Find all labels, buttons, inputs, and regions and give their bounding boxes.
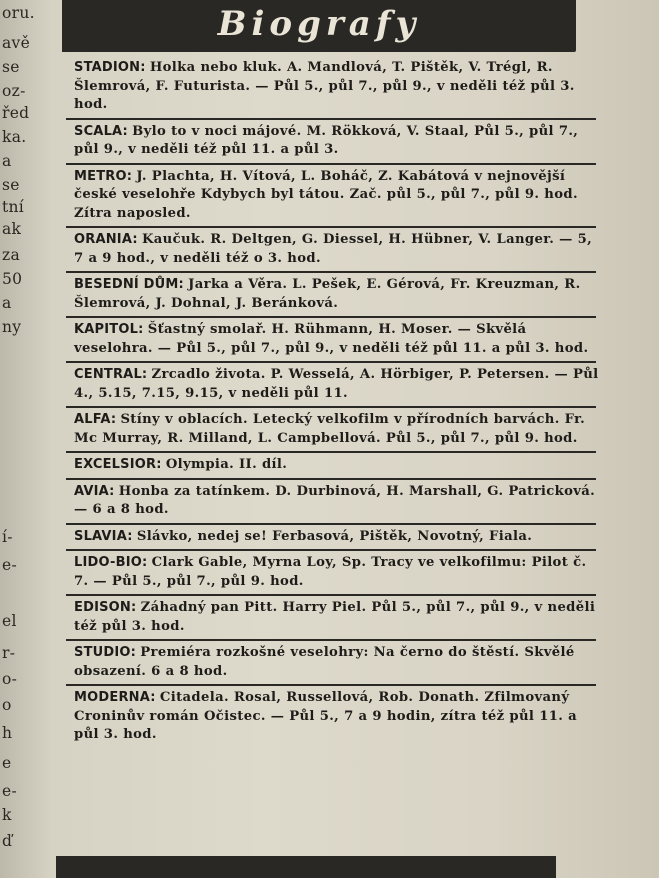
cinema-name: ORANIA: bbox=[74, 232, 138, 247]
cinema-name: LIDO-BIO: bbox=[74, 555, 148, 570]
adjacent-column-fragment: e bbox=[2, 754, 12, 772]
cinema-name: SLAVIA: bbox=[74, 528, 133, 544]
next-section-header-bar bbox=[56, 856, 556, 878]
adjacent-column-fragment: a bbox=[2, 152, 12, 170]
adjacent-column-fragment: oru. bbox=[2, 4, 35, 22]
cinema-name: ALFA: bbox=[74, 412, 117, 427]
adjacent-column-fragment: í- bbox=[2, 528, 13, 546]
listing-text: Holka nebo kluk. A. Mandlová, T. Pištěk, V. Trégl, R. Šlemrová, F. Futurista. — Půl 5., půl 7., půl 9., v neděli též půl 3. hod. bbox=[74, 60, 575, 112]
adjacent-column-fragment: za bbox=[2, 246, 21, 264]
divider bbox=[66, 594, 596, 596]
listing-alfa bbox=[66, 411, 600, 448]
cinema-name: BESEDNÍ DŮM: bbox=[74, 277, 184, 292]
listing-text: Slávko, nedej se! Ferbasová, Pištěk, Novotný, Fiala. bbox=[136, 528, 533, 544]
adjacent-column-fragment: tní bbox=[2, 198, 25, 216]
listing-text: Premiéra rozkošné veselohry: Na černo do štěstí. Skvělé obsazení. 6 a 8 hod. bbox=[74, 645, 575, 679]
listing-moderna bbox=[66, 689, 600, 745]
cinema-name: CENTRAL: bbox=[74, 367, 148, 382]
listing-central bbox=[66, 366, 600, 403]
listing-text: Kaučuk. R. Deltgen, G. Diessel, H. Hübner, V. Langer. — 5, 7 a 9 hod., v neděli též o 3. hod. bbox=[74, 232, 593, 266]
cinema-name: STADION: bbox=[74, 60, 146, 75]
adjacent-column-fragment: řed bbox=[2, 104, 30, 122]
listing-text: Stíny v oblacích. Letecký velkofilm v přírodních barvách. Fr. Mc Murray, R. Milland, L. Campbellová. Půl 5., půl 7., půl 9. hod. bbox=[74, 412, 586, 446]
adjacent-column-fragment: el bbox=[2, 612, 17, 630]
cinema-listings bbox=[66, 54, 600, 745]
cinema-name: EXCELSIOR: bbox=[74, 457, 162, 472]
adjacent-column-fragment: a bbox=[2, 294, 12, 312]
adjacent-column-fragment: e- bbox=[2, 556, 18, 574]
listing-text: Šťastný smolař. H. Rühmann, H. Moser. — Skvělá veselohra. — Půl 5., půl 7., půl 9., v neděli též půl 11. a půl 3. hod. bbox=[74, 322, 589, 356]
listing-metro bbox=[66, 168, 600, 224]
section-header bbox=[62, 0, 576, 52]
divider bbox=[66, 639, 596, 641]
adjacent-column-fragment: ak bbox=[2, 220, 22, 238]
adjacent-column-fragment: h bbox=[2, 724, 13, 742]
adjacent-column-fragment: e- bbox=[2, 782, 18, 800]
listing-avia bbox=[66, 483, 600, 520]
adjacent-column-fragment: avě bbox=[2, 34, 31, 52]
listing-scala bbox=[66, 123, 600, 160]
adjacent-column-fragment: k bbox=[2, 806, 12, 824]
listing-studio bbox=[66, 644, 600, 681]
divider bbox=[66, 523, 596, 525]
adjacent-column-fragment: ď bbox=[2, 832, 13, 850]
listing-kapitol bbox=[66, 321, 600, 358]
adjacent-column-fragment: se bbox=[2, 176, 20, 194]
adjacent-column-fragment: ny bbox=[2, 318, 22, 336]
divider bbox=[66, 478, 596, 480]
listing-text: Jarka a Věra. L. Pešek, E. Gérová, Fr. Kreuzman, R. Šlemrová, J. Dohnal, J. Beránková. bbox=[74, 277, 581, 311]
divider bbox=[66, 316, 596, 318]
listing-besedni-dum bbox=[66, 276, 600, 313]
section-title: Biografy bbox=[217, 4, 421, 44]
listing-text: Bylo to v noci májové. M. Rökková, V. Staal, Půl 5., půl 7., půl 9., v neděli též půl 11. a půl 3. bbox=[74, 123, 579, 157]
cinema-name: STUDIO: bbox=[74, 645, 137, 660]
cinema-name: MODERNA: bbox=[74, 690, 156, 705]
listing-text: Honba za tatínkem. D. Durbinová, H. Marshall, G. Patricková. — 6 a 8 hod. bbox=[74, 483, 596, 517]
listing-orania bbox=[66, 231, 600, 268]
cinema-name: AVIA: bbox=[74, 483, 115, 499]
divider bbox=[66, 406, 596, 408]
listing-text: Citadela. Rosal, Russellová, Rob. Donath. Zfilmovaný Croninův román Očistec. — Půl 5., 7 a 9 hodin, zítra též půl 11. a půl 3. hod. bbox=[74, 690, 578, 742]
listing-lido-bio bbox=[66, 554, 600, 591]
listing-excelsior bbox=[66, 456, 600, 475]
listing-slavia bbox=[66, 528, 600, 547]
adjacent-column-fragment: se bbox=[2, 58, 20, 76]
adjacent-column-fragment: oz- bbox=[2, 82, 26, 100]
divider bbox=[66, 226, 596, 228]
divider bbox=[66, 118, 596, 120]
divider bbox=[66, 163, 596, 165]
cinema-name: KAPITOL: bbox=[74, 322, 144, 337]
listing-text: Olympia. II. díl. bbox=[165, 457, 288, 472]
adjacent-column-fragment: 50 bbox=[2, 270, 23, 288]
divider bbox=[66, 684, 596, 686]
adjacent-column-fragment: r- bbox=[2, 644, 16, 662]
adjacent-column-fragment: ka. bbox=[2, 128, 27, 146]
cinema-name: METRO: bbox=[74, 168, 133, 184]
adjacent-column-fragments bbox=[0, 0, 50, 878]
listing-text: Clark Gable, Myrna Loy, Sp. Tracy ve velkofilmu: Pilot č. 7. — Půl 5., půl 7., půl 9. hod. bbox=[74, 555, 587, 589]
divider bbox=[66, 361, 596, 363]
divider bbox=[66, 549, 596, 551]
adjacent-column-fragment: o bbox=[2, 696, 12, 714]
listing-text: Zrcadlo života. P. Wesselá, A. Hörbiger, P. Petersen. — Půl 4., 5.15, 7.15, 9.15, v neděli půl 11. bbox=[74, 367, 599, 401]
divider bbox=[66, 271, 596, 273]
cinema-name: SCALA: bbox=[74, 123, 128, 139]
listing-edison bbox=[66, 599, 600, 636]
cinema-name: EDISON: bbox=[74, 600, 137, 615]
divider bbox=[66, 451, 596, 453]
listing-text: J. Plachta, H. Vítová, L. Boháč, Z. Kabátová v nejnovější české veselohře Kdybych byl tátou. Zač. půl 5., půl 7., půl 9. hod. Zítra naposled. bbox=[74, 168, 578, 221]
listing-stadion bbox=[66, 59, 600, 115]
listing-text: Záhadný pan Pitt. Harry Piel. Půl 5., půl 7., půl 9., v neděli též půl 3. hod. bbox=[74, 600, 596, 634]
adjacent-column-fragment: o- bbox=[2, 670, 18, 688]
